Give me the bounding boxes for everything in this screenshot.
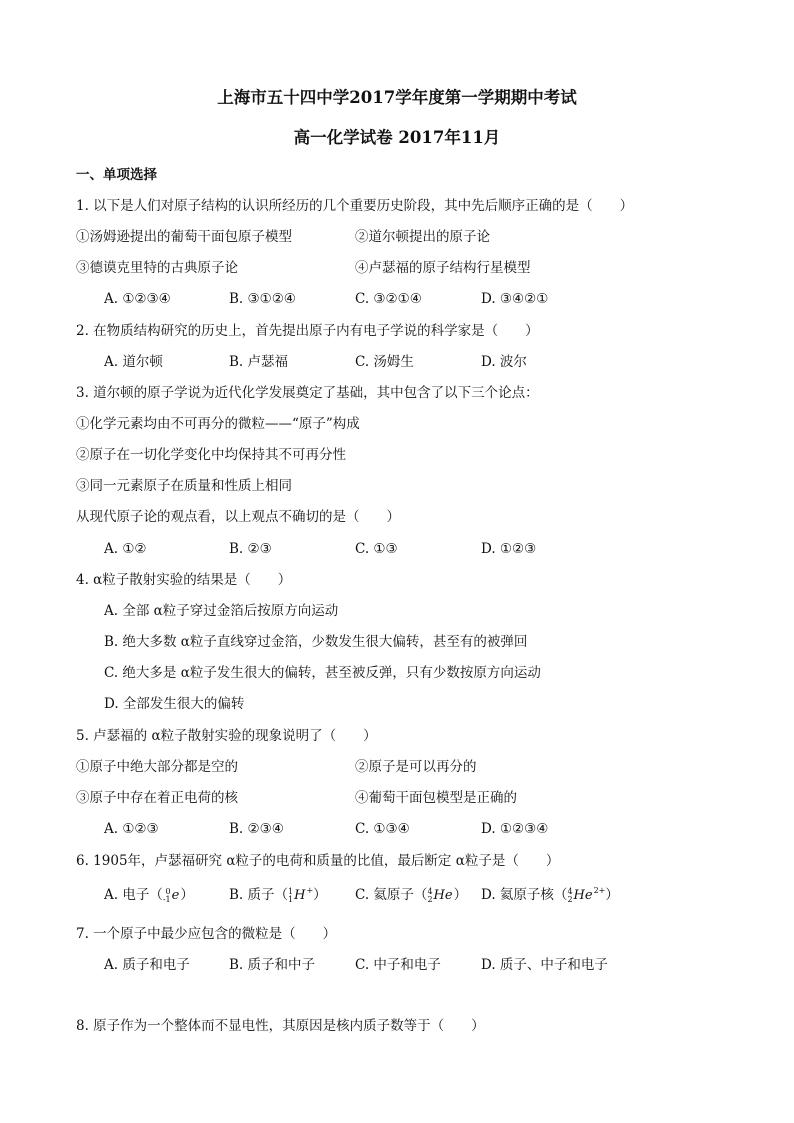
question-1-option-a[interactable]: A. ①②③④ (104, 291, 171, 307)
atomic-number: -1 (162, 894, 171, 904)
exam-title: 上海市五十四中学2017学年度第一学期期中考试 (217, 88, 577, 107)
question-3-stem: 3. 道尔顿的原子学说为近代化学发展奠定了基础，其中包含了以下三个论点： (76, 385, 539, 401)
option-close: ） (605, 887, 619, 903)
option-label: A. 电子（ (104, 887, 163, 903)
question-7-option-a[interactable]: A. 质子和电子 (104, 957, 190, 973)
mass-number: 4 (427, 886, 433, 896)
option-label: D. 氦原子核（ (481, 887, 568, 903)
question-1-option-d[interactable]: D. ③④②① (481, 291, 549, 307)
question-3-option-b[interactable]: B. ②③ (229, 541, 272, 557)
option-label: C. 氦原子（ (355, 887, 428, 903)
question-7-option-d[interactable]: D. 质子、中子和电子 (481, 957, 608, 973)
atomic-number: 2 (427, 894, 433, 904)
question-5-option-a[interactable]: A. ①②③ (104, 821, 159, 837)
element-symbol: He (573, 887, 593, 903)
question-2-option-c[interactable]: C. 汤姆生 (355, 354, 414, 370)
question-2-option-d[interactable]: D. 波尔 (481, 354, 527, 370)
nuclide-symbol (567, 887, 605, 905)
exam-subtitle: 高一化学试卷 2017年11月 (293, 128, 501, 147)
question-2-option-a[interactable]: A. 道尔顿 (104, 354, 163, 370)
element-symbol: He (433, 887, 453, 903)
question-2-stem: 2. 在物质结构研究的历史上，首先提出原子内有电子学说的科学家是（ ） (76, 323, 539, 339)
question-1-item-3: ③德谟克里特的古典原子论 (76, 260, 238, 276)
nuclide-symbol (427, 887, 453, 905)
atomic-number: 2 (567, 894, 573, 904)
option-close: ） (180, 887, 194, 903)
question-1-stem: 1. 以下是人们对原子结构的认识所经历的几个重要历史阶段，其中先后顺序正确的是（ ） (76, 198, 634, 214)
question-7-option-b[interactable]: B. 质子和中子 (229, 957, 316, 973)
question-4-option-b[interactable]: B. 绝大多数 α粒子直线穿过金箔，少数发生很大偏转，甚至有的被弹回 (104, 634, 528, 650)
question-5-stem: 5. 卢瑟福的 α粒子散射实验的现象说明了（ ） (76, 728, 377, 744)
question-5-option-b[interactable]: B. ②③④ (229, 821, 284, 837)
question-7-option-c[interactable]: C. 中子和电子 (355, 957, 441, 973)
question-5-option-d[interactable]: D. ①②③④ (481, 821, 549, 837)
question-3-item-3: ③同一元素原子在质量和性质上相同 (76, 478, 292, 494)
nuclide-symbol (163, 887, 181, 905)
question-3-option-d[interactable]: D. ①②③ (481, 541, 537, 557)
question-5-item-4: ④葡萄干面包模型是正确的 (355, 790, 517, 806)
question-5-item-1: ①原子中绝大部分都是空的 (76, 759, 238, 775)
question-7-stem: 7. 一个原子中最少应包含的微粒是（ ） (76, 926, 337, 942)
question-6-option-c[interactable] (355, 886, 467, 905)
atomic-number: 1 (288, 894, 294, 904)
question-8-stem: 8. 原子作为一个整体而不显电性，其原因是核内质子数等于（ ） (76, 1018, 485, 1034)
question-5-option-c[interactable]: C. ①③④ (355, 821, 410, 837)
question-4-stem: 4. α粒子散射实验的结果是（ ） (76, 572, 292, 588)
charge: 2+ (593, 885, 606, 895)
element-symbol: H (294, 887, 306, 903)
option-close: ） (453, 887, 468, 903)
question-1-item-2: ②道尔顿提出的原子论 (355, 229, 490, 245)
question-6-option-b[interactable] (229, 886, 327, 905)
mass-number: 1 (288, 886, 294, 896)
option-close: ） (313, 887, 327, 903)
question-5-item-3: ③原子中存在着正电荷的核 (76, 790, 238, 806)
question-1-item-4: ④卢瑟福的原子结构行星模型 (355, 260, 531, 276)
question-3-option-a[interactable]: A. ①② (104, 541, 147, 557)
question-6-option-a[interactable] (104, 886, 194, 905)
question-3-item-1: ①化学元素均由不可再分的微粒——“原子”构成 (76, 416, 360, 432)
nuclide-symbol (288, 887, 313, 905)
question-3-question: 从现代原子论的观点看，以上观点不确切的是（ ） (76, 509, 400, 525)
question-3-option-c[interactable]: C. ①③ (355, 541, 398, 557)
charge: + (306, 885, 314, 895)
question-1-item-1: ①汤姆逊提出的葡萄干面包原子模型 (76, 229, 292, 245)
question-2-option-b[interactable]: B. 卢瑟福 (229, 354, 289, 370)
question-1-option-c[interactable]: C. ③②①④ (355, 291, 422, 307)
element-symbol: e (171, 887, 180, 903)
question-4-option-c[interactable]: C. 绝大多是 α粒子发生很大的偏转，甚至被反弹，只有少数按原方向运动 (104, 665, 541, 681)
question-4-option-d[interactable]: D. 全部发生很大的偏转 (104, 696, 245, 712)
question-4-option-a[interactable]: A. 全部 α粒子穿过金箔后按原方向运动 (104, 603, 339, 619)
option-label: B. 质子（ (229, 887, 289, 903)
question-3-item-2: ②原子在一切化学变化中均保持其不可再分性 (76, 447, 346, 463)
question-1-option-b[interactable]: B. ③①②④ (229, 291, 296, 307)
question-6-stem: 6. 1905年，卢瑟福研究 α粒子的电荷和质量的比值，最后断定 α粒子是（ ） (76, 853, 560, 869)
question-6-option-d[interactable] (481, 886, 619, 905)
question-5-item-2: ②原子是可以再分的 (355, 759, 477, 775)
mass-number: 0 (165, 886, 171, 896)
section-heading: 一、单项选择 (76, 167, 157, 183)
mass-number: 4 (567, 886, 573, 896)
